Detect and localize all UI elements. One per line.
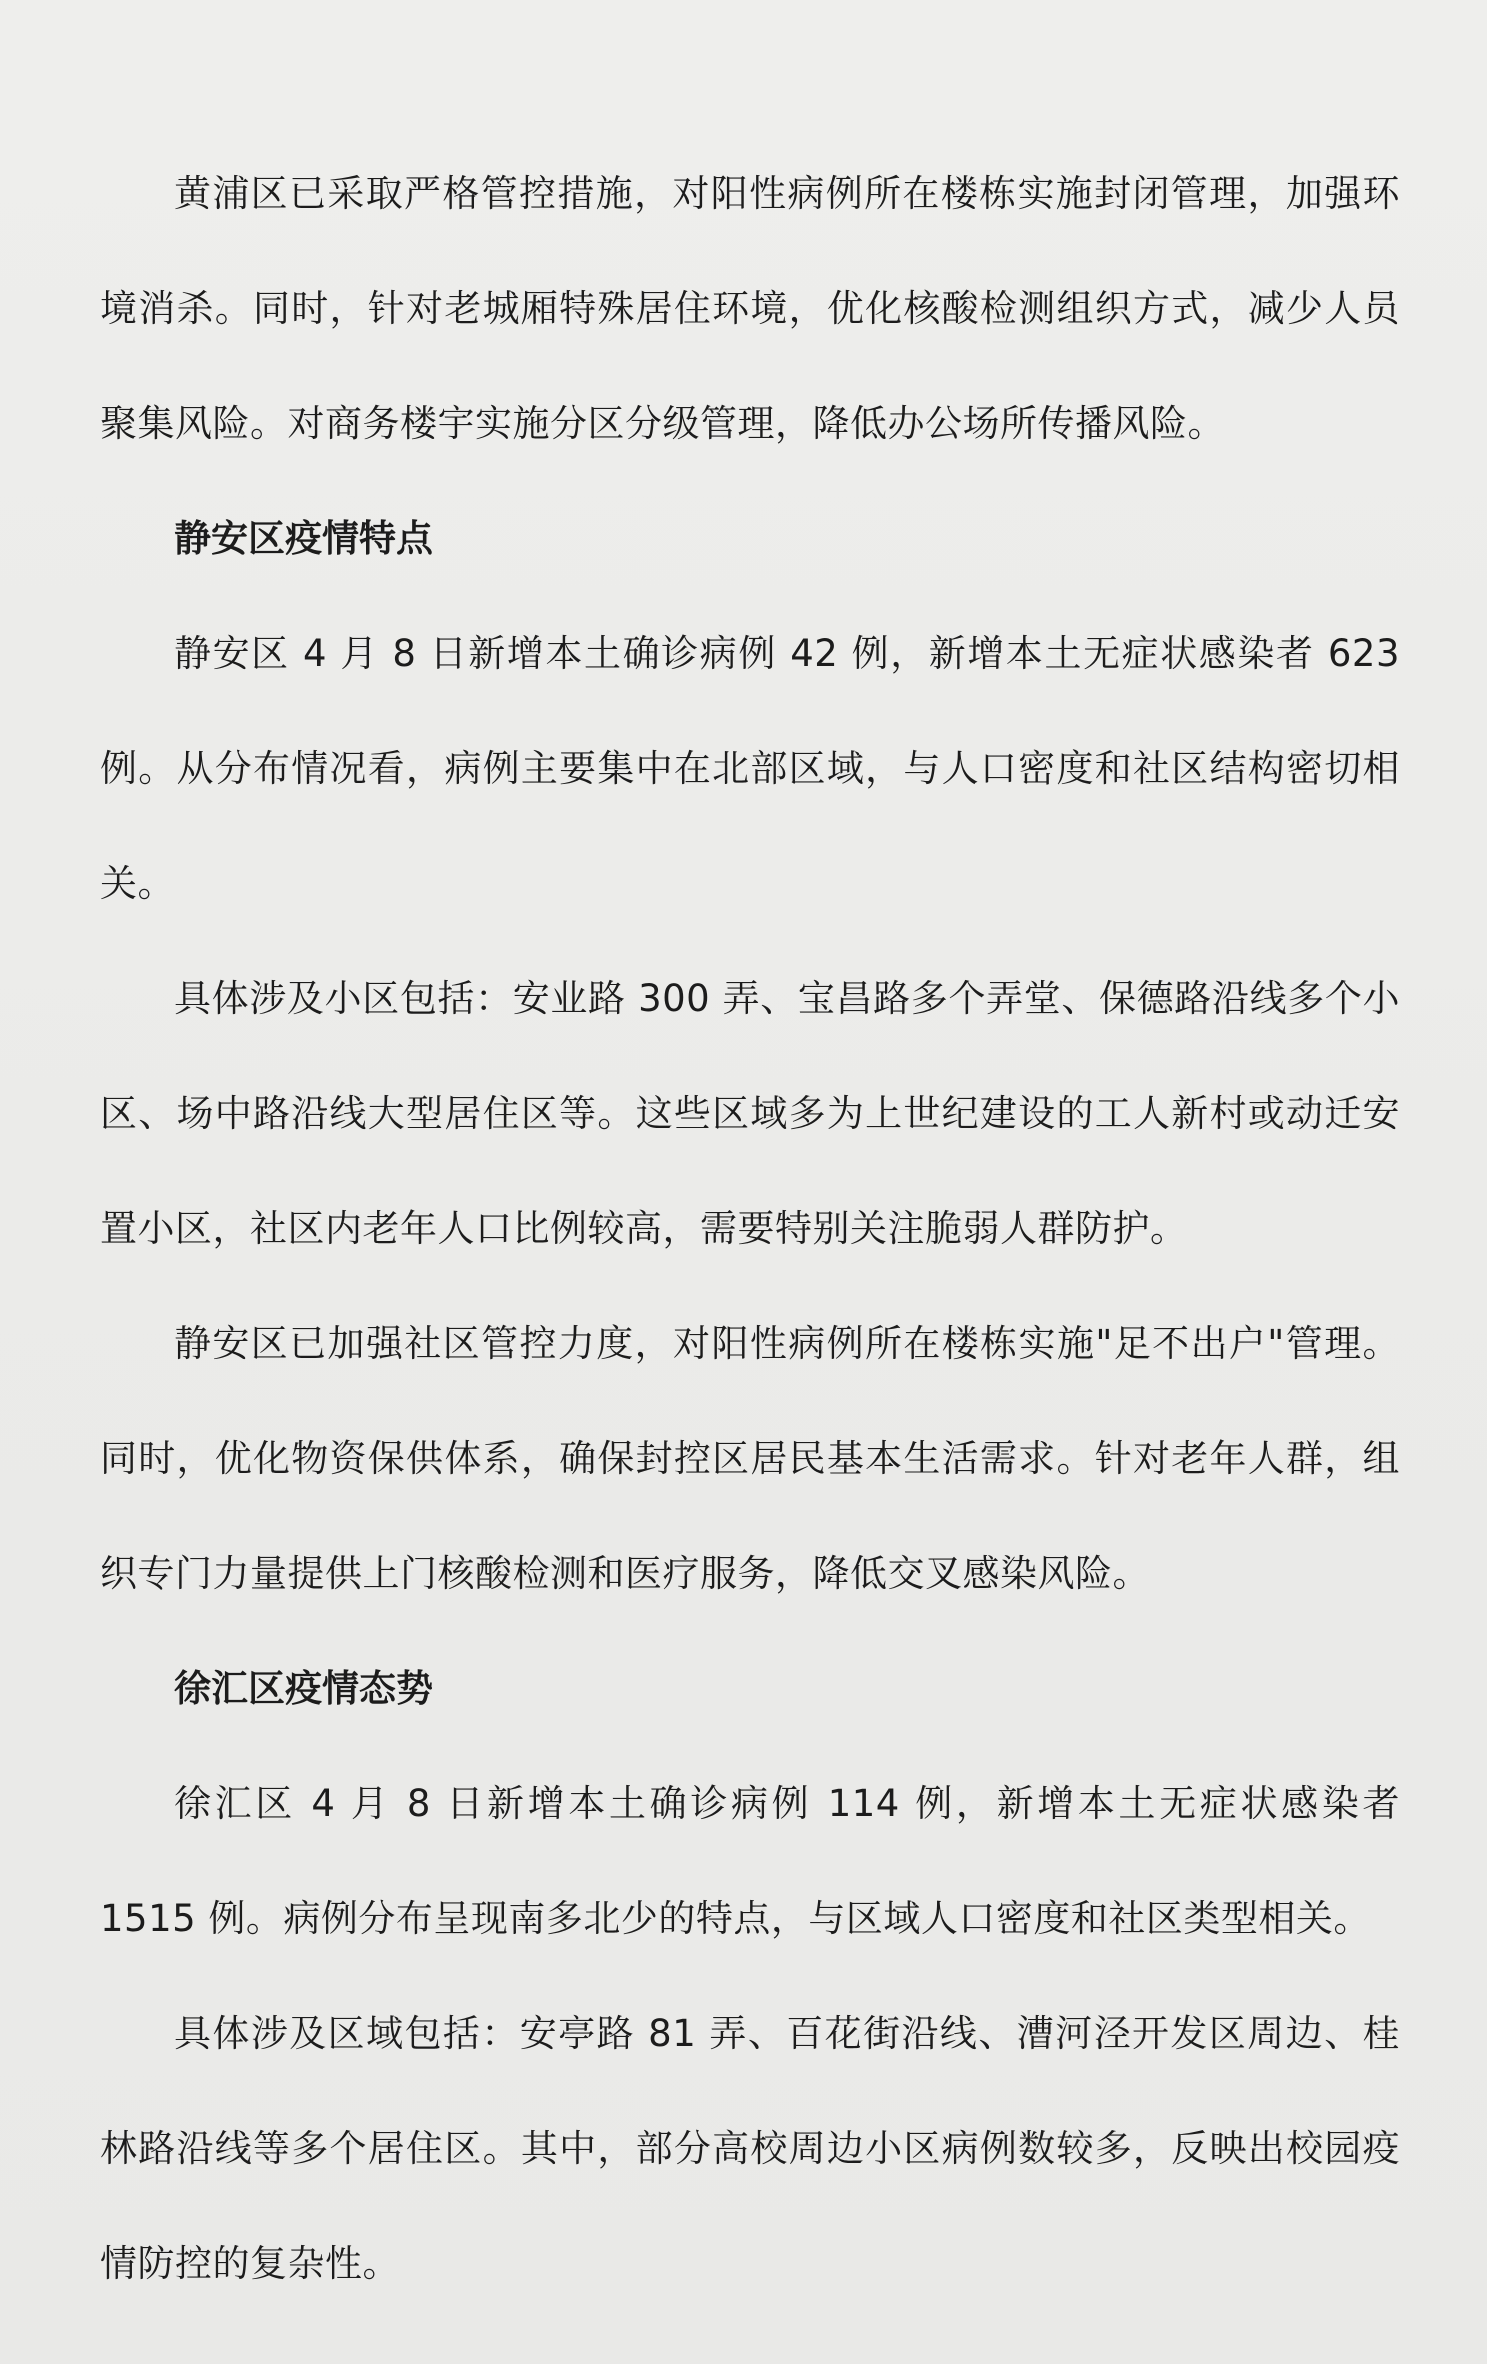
paragraph-jingan-areas: 具体涉及小区包括：安业路 300 弄、宝昌路多个弄堂、保德路沿线多个小区、场中路沿线大型居住区等。这些区域多为上世纪建设的工人新村或动迁安置小区，社区内老年人口比例较高，需要特别关注脆弱人群防护。 (100, 977, 1400, 1250)
paragraph-jingan-cases: 静安区 4 月 8 日新增本土确诊病例 42 例，新增本土无症状感染者 623 例。从分布情况看，病例主要集中在北部区域，与人口密度和社区结构密切相关。 (100, 632, 1400, 905)
paragraph-xuhui-areas: 具体涉及区域包括：安亭路 81 弄、百花街沿线、漕河泾开发区周边、桂林路沿线等多个居住区。其中，部分高校周边小区病例数较多，反映出校园疫情防控的复杂性。 (100, 2012, 1400, 2285)
paragraph-huangpu-measures: 黄浦区已采取严格管控措施，对阳性病例所在楼栋实施封闭管理，加强环境消杀。同时，针对老城厢特殊居住环境，优化核酸检测组织方式，减少人员聚集风险。对商务楼宇实施分区分级管理，降低办公场所传播风险。 (100, 172, 1400, 445)
document-body (100, 136, 1400, 2321)
heading-xuhui: 徐汇区疫情态势 (174, 1667, 433, 1710)
paragraph-jingan-measures: 静安区已加强社区管控力度，对阳性病例所在楼栋实施"足不出户"管理。同时，优化物资保供体系，确保封控区居民基本生活需求。针对老年人群，组织专门力量提供上门核酸检测和医疗服务，降低交叉感染风险。 (100, 1322, 1400, 1595)
heading-jingan: 静安区疫情特点 (174, 517, 433, 560)
paragraph-xuhui-cases: 徐汇区 4 月 8 日新增本土确诊病例 114 例，新增本土无症状感染者 1515 例。病例分布呈现南多北少的特点，与区域人口密度和社区类型相关。 (100, 1782, 1400, 1940)
